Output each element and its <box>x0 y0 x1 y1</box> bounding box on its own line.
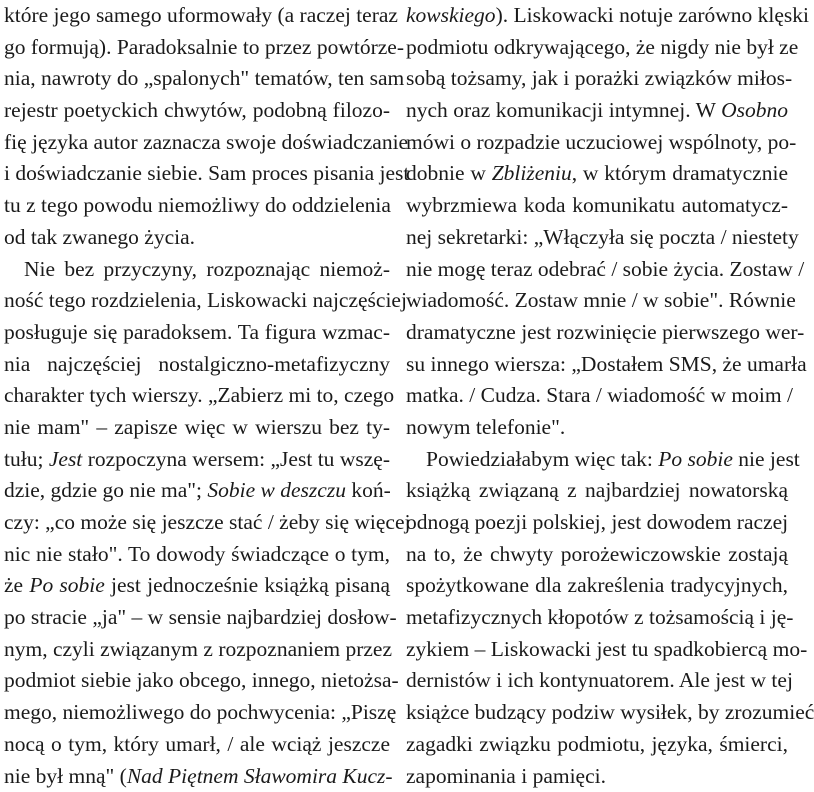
text-line <box>406 0 788 32</box>
italic-title: Osobno <box>721 98 788 122</box>
italic-title: Sobie w deszczu <box>207 478 346 502</box>
text-line: rejestr poetyckich chwytów, podobną filozo- <box>4 95 390 127</box>
text-line: go formują). Paradoksalnie to przez powtórze- <box>4 32 390 64</box>
text-segment: że <box>4 573 29 597</box>
text-line: nie mam" – zapisze więc w wierszu bez ty- <box>4 412 390 444</box>
text-line: nic nie stało". To dowody świadczące o tym, <box>4 539 390 571</box>
text-segment: ). Liskowacki notuje zarówno klęski <box>496 3 809 27</box>
text-segment: dobnie w <box>406 161 492 185</box>
text-line <box>406 444 788 476</box>
italic-title: Zbliżeniu <box>492 161 572 185</box>
text-line <box>4 444 390 476</box>
text-line: wiadomość. Zostaw mnie / w sobie". Równie <box>406 285 788 317</box>
text-line: po stracie „ja" – w sensie najbardziej dosłow- <box>4 602 390 634</box>
text-segment: jest jednocześnie książką pisaną <box>105 573 390 597</box>
text-line: nej sekretarki: „Włączyła się poczta / niestety <box>406 222 788 254</box>
text-segment: nie był mną" ( <box>4 764 127 788</box>
text-segment: koń- <box>346 478 391 502</box>
text-line: wybrzmiewa koda komunikatu automatycz- <box>406 190 788 222</box>
text-line <box>4 570 390 602</box>
text-line: które jego samego uformowały (a raczej teraz <box>4 0 390 32</box>
text-line: su innego wiersza: „Dostałem SMS, że umarła <box>406 349 788 381</box>
text-line: sobą tożsamy, jak i porażki związków miłos- <box>406 63 788 95</box>
text-line: zykiem – Liskowacki jest tu spadkobiercą mo- <box>406 634 788 666</box>
text-line: zagadki związku podmiotu, języka, śmierci, <box>406 729 788 761</box>
text-line: i doświadczanie siebie. Sam proces pisania jest <box>4 158 390 190</box>
text-line: od tak zwanego życia. <box>4 222 390 254</box>
text-line: tu z tego powodu niemożliwy do oddzielenia <box>4 190 390 222</box>
text-line: nie mogę teraz odebrać / sobie życia. Zostaw / <box>406 254 788 286</box>
text-line: ność tego rozdzielenia, Liskowacki najczęściej <box>4 285 390 317</box>
left-column <box>4 0 390 792</box>
text-segment: dzie, gdzie go nie ma"; <box>4 478 207 502</box>
text-line <box>406 158 788 190</box>
text-line: Nie bez przyczyny, rozpoznając niemoż- <box>4 254 390 286</box>
text-line <box>4 475 390 507</box>
text-line: matka. / Cudza. Stara / wiadomość w moim / <box>406 380 788 412</box>
text-segment: nych oraz komunikacji intymnej. W <box>406 98 721 122</box>
italic-title: Nad Piętnem Sławomira Kucz- <box>127 764 393 788</box>
text-line: dernistów i ich kontynuatorem. Ale jest w tej <box>406 665 788 697</box>
text-line: mówi o rozpadzie uczuciowej wspólnoty, po- <box>406 127 788 159</box>
text-segment: Powiedziałabym więc tak: <box>426 447 658 471</box>
text-line: podmiotu odkrywającego, że nigdy nie był ze <box>406 32 788 64</box>
text-segment: nie jest <box>733 447 800 471</box>
text-line: podmiot siebie jako obcego, innego, nietożsa- <box>4 665 390 697</box>
text-segment: tułu; <box>4 447 49 471</box>
text-line: posługuje się paradoksem. Ta figura wzmac- <box>4 317 390 349</box>
text-line: dramatyczne jest rozwinięcie pierwszego wer- <box>406 317 788 349</box>
text-line <box>406 95 788 127</box>
text-line: nia, nawroty do „spalonych" tematów, ten sam <box>4 63 390 95</box>
text-line: na to, że chwyty porożewiczowskie zostają <box>406 539 788 571</box>
text-line: nia najczęściej nostalgiczno-metafizyczny <box>4 349 390 381</box>
text-line: odnogą poezji polskiej, jest dowodem raczej <box>406 507 788 539</box>
text-line: książce budzący podziw wysiłek, by zrozumieć <box>406 697 788 729</box>
text-line: czy: „co może się jeszcze stać / żeby się więcej <box>4 507 390 539</box>
text-line: mego, niemożliwego do pochwycenia: „Piszę <box>4 697 390 729</box>
text-line: nowym telefonie". <box>406 412 788 444</box>
text-line: fię języka autor zaznacza swoje doświadczanie <box>4 127 390 159</box>
text-line <box>4 761 390 792</box>
text-segment: , w którym dramatycznie <box>572 161 788 185</box>
right-column <box>406 0 788 792</box>
text-line: zapominania i pamięci. <box>406 761 788 792</box>
italic-title: Po sobie <box>658 447 733 471</box>
text-line: nym, czyli związanym z rozpoznaniem przez <box>4 634 390 666</box>
text-line: spożytkowane dla zakreślenia tradycyjnych, <box>406 570 788 602</box>
italic-title: Po sobie <box>29 573 105 597</box>
text-segment: rozpoczyna wersem: „Jest tu wszę- <box>82 447 390 471</box>
text-line: metafizycznych kłopotów z tożsamością i ję- <box>406 602 788 634</box>
italic-title: Jest <box>49 447 82 471</box>
text-line: nocą o tym, który umarł, / ale wciąż jeszcze <box>4 729 390 761</box>
text-line: książką związaną z najbardziej nowatorską <box>406 475 788 507</box>
italic-title: kowskiego <box>406 3 496 27</box>
text-line: charakter tych wierszy. „Zabierz mi to, czego <box>4 380 390 412</box>
